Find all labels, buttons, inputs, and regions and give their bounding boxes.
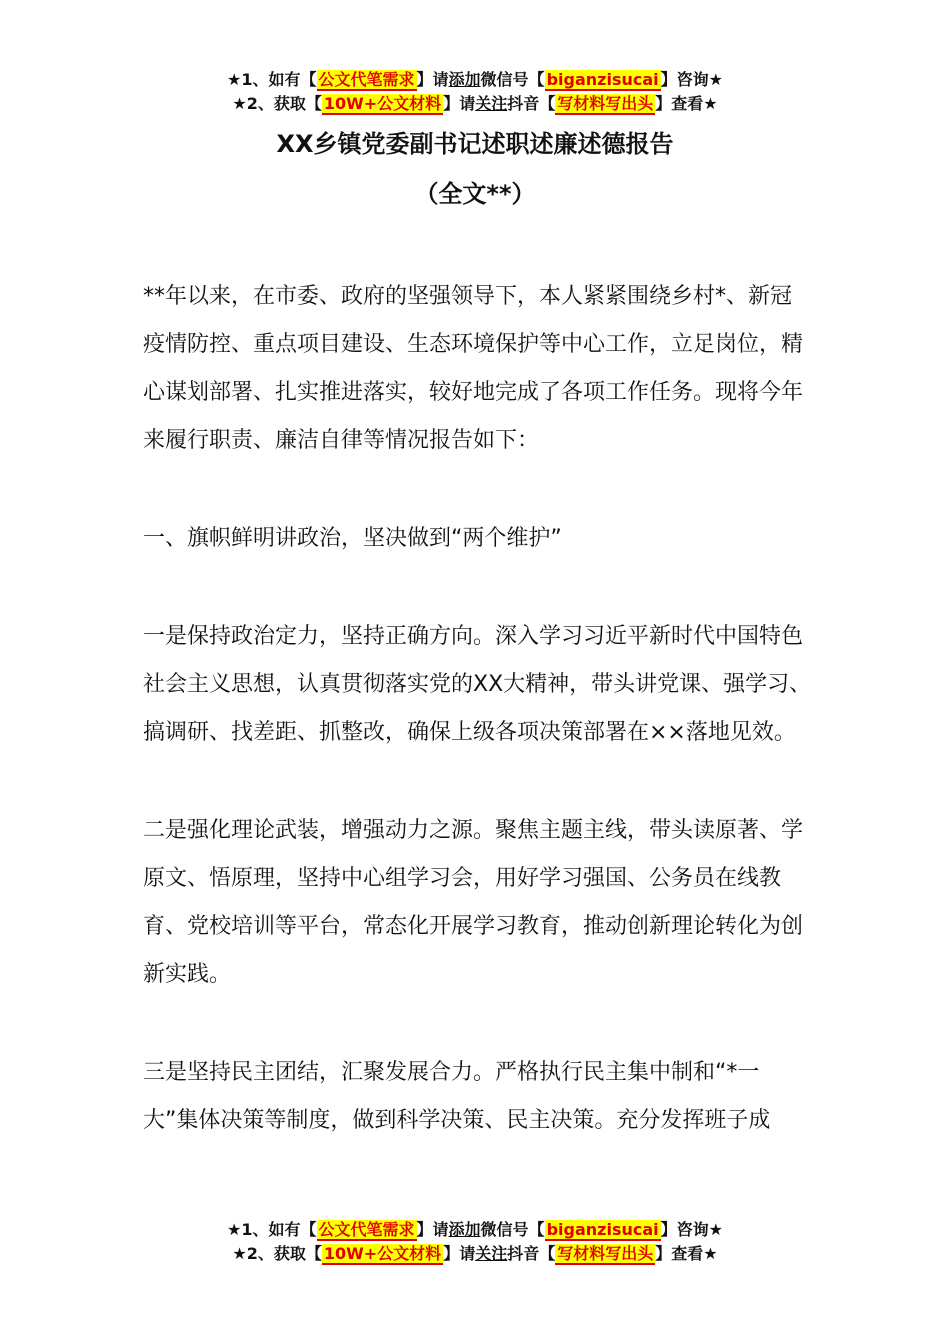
promo-underlined: 关注 bbox=[475, 1244, 508, 1263]
paragraph-point-3: 三是坚持民主团结，汇聚发展合力。严格执行民主集中制和“*一大”集体决策等制度，做到科学决策、民主决策。充分发挥班子成 bbox=[143, 1060, 771, 1133]
promo-underlined: 添加 bbox=[448, 70, 481, 89]
promo-underlined: 关注 bbox=[475, 94, 508, 113]
promo-text: 微信号【 bbox=[480, 1220, 545, 1239]
promo-highlight: 写材料写出头 bbox=[557, 1244, 654, 1263]
promo-text: 微信号【 bbox=[480, 70, 545, 89]
promo-text: 】请 bbox=[416, 70, 449, 89]
bottom-promo-banner bbox=[0, 1218, 950, 1266]
page-title: XX乡镇党委副书记述职述廉述德报告 bbox=[276, 130, 674, 158]
promo-text: 】咨询★ bbox=[660, 1220, 723, 1239]
promo-highlight: 公文代笔需求 bbox=[318, 70, 415, 89]
promo-text: 抖音【 bbox=[507, 1244, 556, 1263]
paragraph-point-2: 二是强化理论武装，增强动力之源。聚焦主题主线，带头读原著、学原文、悟原理，坚持中心组学习会，用好学习强国、公务员在线教育、党校培训等平台，常态化开展学习教育，推动创新理论转化为创新实践。 bbox=[143, 818, 804, 987]
promo-text: ★2、获取【 bbox=[232, 94, 322, 113]
promo-text: 】请 bbox=[443, 1244, 476, 1263]
promo-line-2 bbox=[0, 92, 950, 116]
paragraph-point-1: 一是保持政治定力，坚持正确方向。深入学习习近平新时代中国特色社会主义思想，认真贯彻落实党的XX大精神，带头讲党课、强学习、搞调研、找差距、抓整改，确保上级各项决策部署在××落地见效。 bbox=[143, 624, 812, 745]
page-subtitle: （全文**） bbox=[414, 180, 536, 208]
promo-line-2 bbox=[0, 1242, 950, 1266]
promo-text: 】查看★ bbox=[655, 1244, 718, 1263]
top-promo-banner bbox=[0, 68, 950, 116]
promo-text: 】咨询★ bbox=[660, 70, 723, 89]
promo-text: 】查看★ bbox=[655, 94, 718, 113]
promo-text: 】请 bbox=[443, 94, 476, 113]
promo-text: ★2、获取【 bbox=[232, 1244, 322, 1263]
promo-highlight: biganzisucai bbox=[546, 1220, 659, 1239]
promo-highlight: 公文代笔需求 bbox=[318, 1220, 415, 1239]
promo-text: 】请 bbox=[416, 1220, 449, 1239]
promo-highlight: 写材料写出头 bbox=[557, 94, 654, 113]
promo-text: ★1、如有【 bbox=[227, 1220, 317, 1239]
promo-highlight: 10W+公文材料 bbox=[323, 1244, 442, 1263]
promo-text: ★1、如有【 bbox=[227, 70, 317, 89]
promo-text: 抖音【 bbox=[507, 94, 556, 113]
promo-line-1 bbox=[0, 68, 950, 92]
document-body bbox=[143, 273, 813, 1145]
promo-highlight: 10W+公文材料 bbox=[323, 94, 442, 113]
promo-underlined: 添加 bbox=[448, 1220, 481, 1239]
promo-highlight: biganzisucai bbox=[546, 70, 659, 89]
section-heading-1: 一、旗帜鲜明讲政治，坚决做到“两个维护” bbox=[143, 526, 562, 551]
paragraph-intro: **年以来，在市委、政府的坚强领导下，本人紧紧围绕乡村*、新冠疫情防控、重点项目建设、生态环境保护等中心工作，立足岗位，精心谋划部署、扎实推进落实，较好地完成了各项工作任务。现将今年来履行职责、廉洁自律等情况报告如下： bbox=[143, 284, 804, 453]
promo-line-1 bbox=[0, 1218, 950, 1242]
